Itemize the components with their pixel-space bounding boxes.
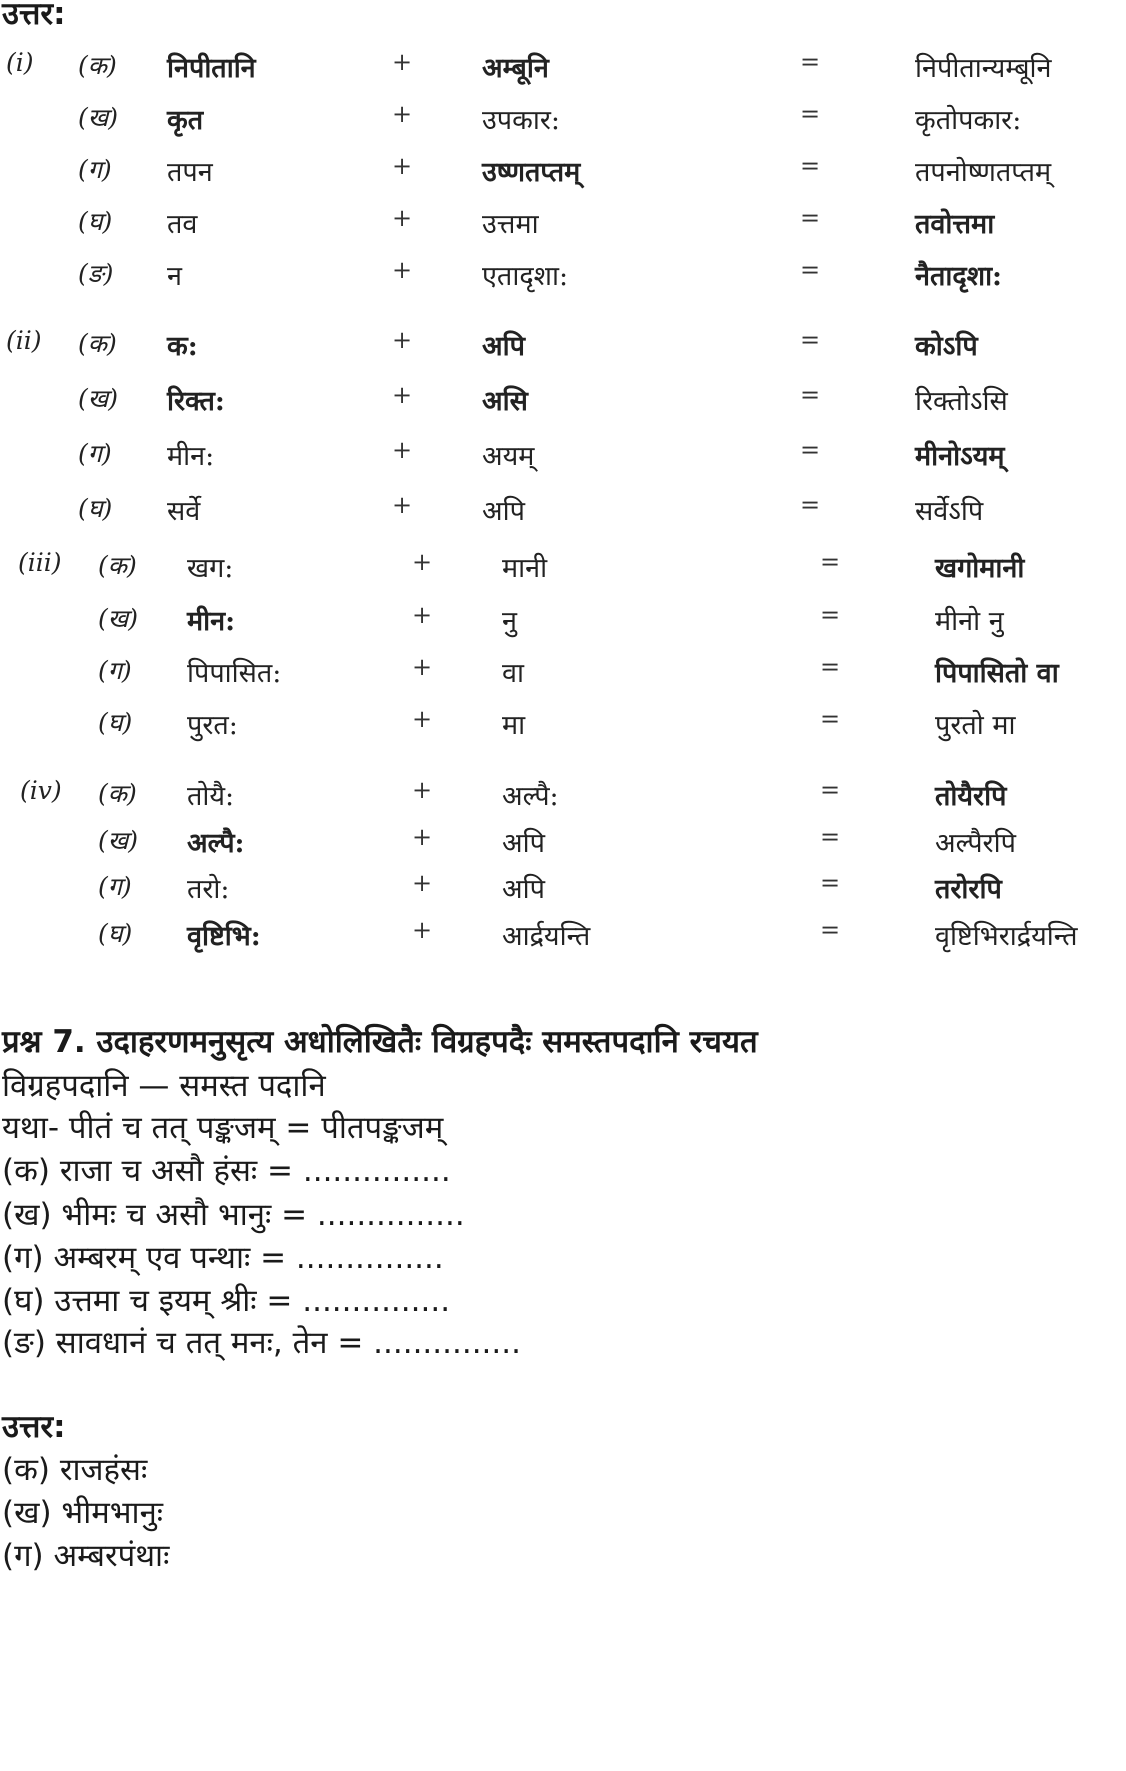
question-7-item-ka: (क) राजा च असौ हंसः = ...............	[2, 1153, 451, 1189]
sandhi-result: वृष्टिभिरार्द्रयन्ति	[935, 921, 1078, 952]
sandhi-row	[0, 491, 1126, 531]
sandhi-row	[0, 152, 1126, 192]
second-word: मा	[502, 710, 526, 741]
sandhi-result: पिपासितो वा	[935, 658, 1059, 689]
equals-sign: =	[800, 100, 821, 128]
sandhi-result: तोयैरपि	[935, 781, 1007, 812]
question-7-item-nga: (ङ) सावधानं च तत् मनः, तेन = ...............	[2, 1325, 521, 1361]
first-word: तोयै:	[187, 781, 235, 812]
question-7-item-gha: (घ) उत्तमा च इयम् श्रीः = ...............	[2, 1283, 451, 1319]
equals-sign: =	[820, 705, 841, 733]
equals-sign: =	[800, 491, 821, 519]
answer-7-ka: (क) राजहंसः	[2, 1452, 148, 1488]
equals-sign: =	[820, 823, 841, 851]
question-7-title: प्रश्न 7. उदाहरणमनुसृत्य अधोलिखितैः विग्रहपदैः समस्तपदानि रचयत	[2, 1024, 758, 1060]
plus-sign: +	[412, 601, 433, 629]
first-word: मीन:	[167, 441, 215, 472]
sandhi-row	[0, 548, 1126, 588]
sandhi-row	[0, 916, 1126, 956]
sandhi-row	[0, 100, 1126, 140]
sandhi-result: निपीतान्यम्बूनि	[915, 53, 1052, 84]
first-word: पुरत:	[187, 710, 238, 741]
plus-sign: +	[392, 381, 413, 409]
sandhi-result: नैतादृशा:	[915, 261, 1003, 292]
first-word: खग:	[187, 553, 234, 584]
row-label: (ख)	[78, 384, 118, 413]
section-numeral: (iii)	[18, 548, 62, 577]
first-word: वृष्टिभि:	[187, 921, 261, 952]
row-label: (ख)	[78, 103, 118, 132]
plus-sign: +	[392, 436, 413, 464]
second-word: आर्द्रयन्ति	[502, 921, 591, 952]
sandhi-result: तवोत्तमा	[915, 209, 995, 240]
row-label: (क)	[98, 779, 137, 808]
equals-sign: =	[820, 869, 841, 897]
second-word: अपि	[482, 331, 525, 362]
first-word: अल्पै:	[187, 828, 245, 859]
equals-sign: =	[820, 916, 841, 944]
sandhi-row	[0, 204, 1126, 244]
plus-sign: +	[412, 776, 433, 804]
equals-sign: =	[820, 601, 841, 629]
sandhi-row	[0, 653, 1126, 693]
plus-sign: +	[392, 48, 413, 76]
plus-sign: +	[392, 100, 413, 128]
first-word: सर्वे	[167, 496, 201, 527]
plus-sign: +	[392, 152, 413, 180]
row-label: (ग)	[78, 155, 112, 184]
second-word: वा	[502, 658, 525, 689]
second-word: अपि	[482, 496, 525, 527]
plus-sign: +	[412, 916, 433, 944]
sandhi-row	[0, 48, 1126, 88]
sandhi-row	[0, 381, 1126, 421]
section-numeral: (iv)	[20, 776, 62, 805]
row-label: (क)	[98, 551, 137, 580]
sandhi-result: कृतोपकार:	[915, 105, 1022, 136]
plus-sign: +	[412, 869, 433, 897]
answer-7-ga: (ग) अम्बरपंथाः	[2, 1538, 170, 1574]
sandhi-row	[0, 436, 1126, 476]
answer-heading: उत्तर:	[2, 0, 66, 32]
section-numeral: (ii)	[6, 326, 42, 355]
sandhi-result: रिक्तोऽसि	[915, 386, 1008, 417]
equals-sign: =	[800, 256, 821, 284]
equals-sign: =	[820, 548, 841, 576]
sandhi-row	[0, 823, 1126, 863]
question-7-example: यथा- पीतं च तत् पङ्कजम् = पीतपङ्कजम्	[2, 1110, 444, 1146]
sandhi-result: तरोरपि	[935, 874, 1002, 905]
first-word: रिक्त:	[167, 386, 225, 417]
row-label: (क)	[78, 329, 117, 358]
sandhi-row	[0, 601, 1126, 641]
row-label: (ग)	[98, 656, 132, 685]
first-word: निपीतानि	[167, 53, 256, 84]
second-word: उष्णतप्तम्	[482, 157, 581, 188]
first-word: न	[167, 261, 182, 292]
equals-sign: =	[820, 653, 841, 681]
second-word: अयम्	[482, 441, 535, 472]
row-label: (घ)	[78, 207, 113, 236]
row-label: (घ)	[98, 919, 133, 948]
second-word: अम्बूनि	[482, 53, 549, 84]
first-word: पिपासित:	[187, 658, 282, 689]
second-word: उपकार:	[482, 105, 561, 136]
second-word: अपि	[502, 874, 545, 905]
equals-sign: =	[800, 436, 821, 464]
row-label: (ङ)	[78, 259, 114, 288]
answer-heading-2: उत्तर:	[2, 1409, 66, 1445]
sandhi-row	[0, 869, 1126, 909]
sandhi-result: सर्वेऽपि	[915, 496, 984, 527]
second-word: नु	[502, 606, 517, 637]
second-word: असि	[482, 386, 528, 417]
plus-sign: +	[412, 653, 433, 681]
row-label: (घ)	[98, 708, 133, 737]
plus-sign: +	[412, 823, 433, 851]
second-word: अपि	[502, 828, 545, 859]
row-label: (ख)	[98, 826, 138, 855]
question-7-subtitle: विग्रहपदानि — समस्त पदानि	[2, 1068, 326, 1104]
second-word: अल्पै:	[502, 781, 559, 812]
equals-sign: =	[800, 152, 821, 180]
plus-sign: +	[412, 548, 433, 576]
sandhi-result: पुरतो मा	[935, 710, 1016, 741]
equals-sign: =	[800, 381, 821, 409]
plus-sign: +	[392, 204, 413, 232]
equals-sign: =	[800, 204, 821, 232]
sandhi-result: मीनो नु	[935, 606, 1004, 637]
equals-sign: =	[800, 326, 821, 354]
question-7-item-kha: (ख) भीमः च असौ भानुः = ...............	[2, 1197, 465, 1233]
question-7-item-ga: (ग) अम्बरम् एव पन्थाः = ...............	[2, 1240, 444, 1276]
sandhi-result: अल्पैरपि	[935, 828, 1016, 859]
plus-sign: +	[412, 705, 433, 733]
sandhi-result: तपनोष्णतप्तम्	[915, 157, 1052, 188]
first-word: मीन:	[187, 606, 236, 637]
sandhi-result: मीनोऽयम्	[915, 441, 1005, 472]
plus-sign: +	[392, 326, 413, 354]
second-word: एतादृशा:	[482, 261, 569, 292]
sandhi-result: खगोमानी	[935, 553, 1025, 584]
row-label: (ग)	[78, 439, 112, 468]
first-word: तव	[167, 209, 198, 240]
equals-sign: =	[800, 48, 821, 76]
first-word: कृत	[167, 105, 204, 136]
row-label: (ग)	[98, 872, 132, 901]
sandhi-row	[0, 776, 1126, 816]
first-word: क:	[167, 331, 198, 362]
plus-sign: +	[392, 256, 413, 284]
equals-sign: =	[820, 776, 841, 804]
row-label: (ख)	[98, 604, 138, 633]
plus-sign: +	[392, 491, 413, 519]
second-word: मानी	[502, 553, 548, 584]
sandhi-row	[0, 705, 1126, 745]
second-word: उत्तमा	[482, 209, 539, 240]
sandhi-row	[0, 256, 1126, 296]
first-word: तपन	[167, 157, 213, 188]
answer-7-kha: (ख) भीमभानुः	[2, 1495, 164, 1531]
section-numeral: (i)	[6, 48, 34, 77]
row-label: (घ)	[78, 494, 113, 523]
row-label: (क)	[78, 51, 117, 80]
sandhi-row	[0, 326, 1126, 366]
first-word: तरो:	[187, 874, 230, 905]
sandhi-result: कोऽपि	[915, 331, 978, 362]
